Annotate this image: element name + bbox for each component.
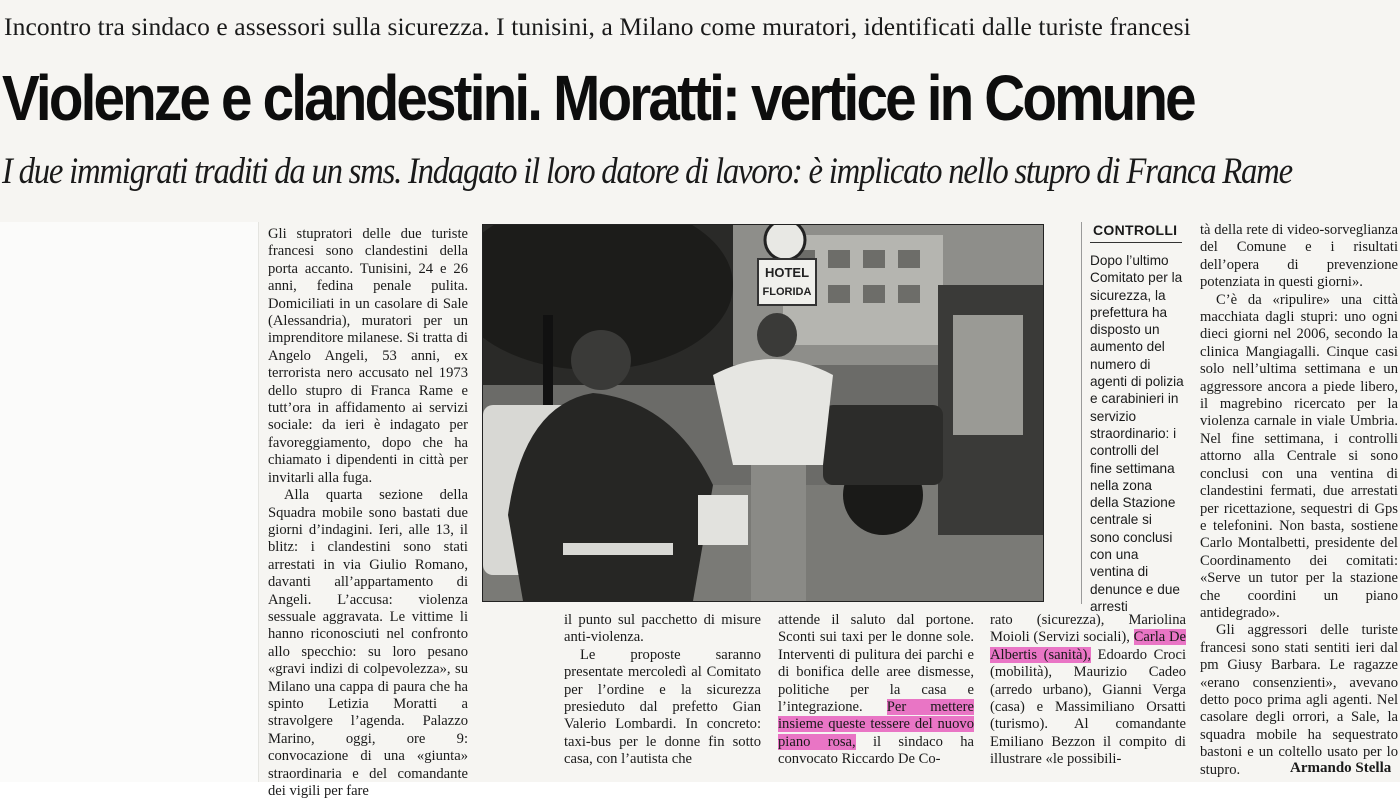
article-column-2 bbox=[564, 612, 761, 769]
article-column-4 bbox=[990, 612, 1186, 769]
article-column-1 bbox=[268, 226, 468, 800]
subhead: I due immigrati traditi da un sms. Indagato il loro datore di lavoro: è implicato nello stupro di Franca Rame bbox=[2, 151, 1292, 192]
text-run: il sindaco ha convocato Riccardo De Co- bbox=[778, 733, 974, 768]
paragraph: il punto sul pacchetto di misure anti-violenza. bbox=[564, 612, 761, 646]
byline: Armando Stella bbox=[1290, 760, 1392, 776]
paragraph: tà della rete di video-sorveglianza del Comune e i risultati dell’opera di prevenzione potenziata in questi giorni». bbox=[1200, 222, 1398, 291]
paragraph: Le proposte saranno presentate mercoledì al Comitato per l’ordine e la sicurezza presieduto dal prefetto Gian Valerio Lombardi. In concreto: taxi-bus per le donne fin sotto casa, con l’autista che bbox=[564, 646, 761, 768]
text-run: Edoardo Croci (mobilità), Maurizio Cadeo (arredo urbano), Gianni Verga (casa) e Massimiliano Orsatti (turismo). Al comandante Emiliano Bezzon il compito di illustrare «le possibili- bbox=[990, 646, 1187, 768]
sidebar-title-text: CONTROLLI bbox=[1093, 222, 1178, 238]
news-photo bbox=[482, 224, 1044, 602]
article-column-3 bbox=[778, 612, 974, 769]
headline: Violenze e clandestini. Moratti: vertice in Comune bbox=[2, 62, 1194, 134]
text-run: rato (sicurezza), Mariolina Moioli (Servizi sociali), bbox=[990, 612, 1186, 646]
photo-illustration bbox=[483, 225, 1043, 601]
paragraph: Gli aggressori delle turiste francesi sono stati sentiti ieri dal pm Giusy Barbara. Le ragazze «erano consenzienti», avevano detto poco prima agli agenti. Nel casolare degli orrori, a Sale, la squadra mobile ha sequestrato bastoni e un coltello usato per lo stupro. bbox=[1200, 622, 1398, 778]
kicker: Incontro tra sindaco e assessori sulla sicurezza. I tunisini, a Milano come muratori, identificati dalle turiste francesi bbox=[4, 12, 1191, 41]
paragraph bbox=[778, 612, 974, 769]
blank-margin bbox=[0, 222, 259, 782]
sidebar-title bbox=[1090, 222, 1182, 243]
sidebar-text: Dopo l’ultimo Comitato per la sicurezza, la prefettura ha disposto un aumento del numero di agenti di polizia e carabinieri in servizio straordinario: i controlli del fine settimana nella zona della Stazione centrale si sono conclusi con una ventina di denunce e due arresti bbox=[1090, 253, 1184, 614]
paragraph bbox=[990, 612, 1186, 769]
paragraph: C’è da «ripulire» una città macchiata dagli stupri: uno ogni dieci giorni nel 2006, secondo la clinica Mangiagalli. Cinque casi solo nell’ultima settimana e un aggressore ancora a piede libero, il magrebino ricercato per la violenza carnale in viale Umbria. Nel fine settimana, i controlli attorno alla Centrale si sono conclusi con una ventina di clandestini fermati, due arrestati per ricettazione, sequestri di Gps e telefonini. Non basta, sostiene Carlo Montalbetti, presidente del Coordinamento dei comitati: «Serve un tutor per la stazione che coordini un piano antidegrado». bbox=[1200, 291, 1398, 621]
sidebar-divider bbox=[1081, 222, 1082, 604]
highlighted-text: Per mettere insieme queste tessere del nuovo piano rosa, bbox=[778, 699, 974, 750]
hotel-sign-text: HOTEL bbox=[764, 265, 810, 280]
highlighted-text: Carla De Albertis (sanità), bbox=[990, 629, 1186, 663]
paragraph: Gli stupratori delle due turiste francesi sono clandestini della porta accanto. Tunisini, 24 e 26 anni, fedina penale pulita. Domiciliati in un casolare di Sale (Alessandria), muratori per un imprenditore milanese. Si tratta di Angelo Angeli, 53 anni, ex terrorista nero accusato nel 1973 dello stupro di Franca Rame e tutt’ora in affidamento ai servizi sociale: da ieri è indagato per favoreggiamento, dopo che ha chiamato i dipendenti in città per invitarli alla fuga. bbox=[268, 226, 468, 486]
text-run: attende il saluto dal portone. Sconti sui taxi per le donne sole. Interventi di pulitura dei parchi e di bonifica delle aree dismesse, politiche per la casa e l’integrazione. bbox=[778, 612, 974, 716]
florida-sign-text: FLORIDA bbox=[762, 286, 812, 298]
paragraph: Alla quarta sezione della Squadra mobile sono bastati due giorni d’indagini. Ieri, alle 13, il blitz: i clandestini sono stati arrestati in via Giulio Romano, davanti all’appartamento di Angeli. L’accusa: violenza sessuale aggravata. Le vittime li hanno riconosciuti nel confronto allo specchio: su loro pesano «gravi indizi di colpevolezza», su Milano una cappa di paura che ha spinto Letizia Moratti a stravolgere l’agenda. Palazzo Marino, oggi, ore 9: convocazione di una «giunta» straordinaria e del comandante dei vigili per fare bbox=[268, 487, 468, 799]
article-column-5 bbox=[1200, 222, 1398, 779]
